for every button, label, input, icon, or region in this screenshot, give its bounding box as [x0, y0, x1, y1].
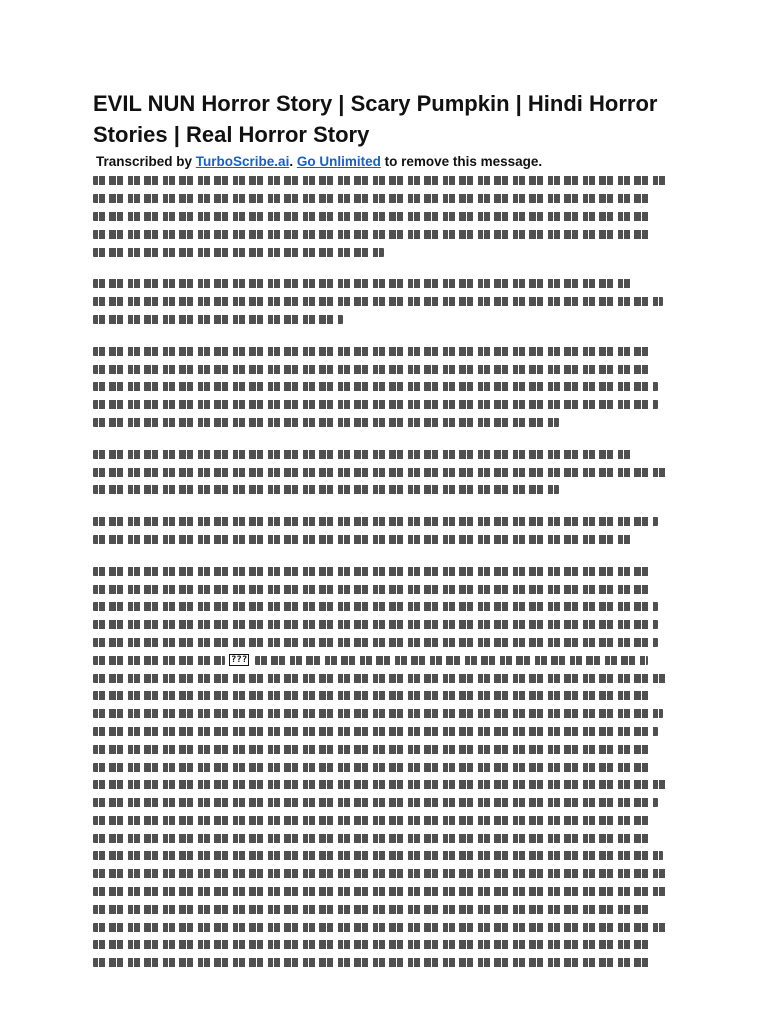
transcript-line: [93, 360, 678, 378]
text-run: [93, 620, 658, 629]
text-run: [93, 400, 658, 409]
turboscribe-link[interactable]: TurboScribe.ai: [195, 154, 290, 169]
text-run: [93, 248, 384, 257]
text-run: [93, 382, 658, 391]
document-title: EVIL NUN Horror Story | Scary Pumpkin | Hindi Horror Stories | Real Horror Story: [93, 91, 658, 147]
missing-glyph-box: ???: [231, 655, 248, 666]
text-run: [93, 230, 652, 239]
transcript-line: [93, 481, 678, 499]
text-run: [93, 567, 652, 576]
transcript-line: [93, 651, 678, 669]
transcript-line: [93, 776, 678, 794]
text-run: [93, 798, 658, 807]
text-run: [93, 418, 559, 427]
text-run: [93, 468, 669, 477]
transcript-paragraph: [93, 445, 678, 498]
text-run: [255, 656, 648, 665]
text-run: [93, 709, 663, 718]
transcript-body: [93, 172, 678, 972]
transcript-line: [93, 396, 678, 414]
transcript-line: [93, 865, 678, 883]
transcript-line: [93, 208, 678, 226]
text-run: [93, 940, 652, 949]
transcript-line: [93, 445, 678, 463]
transcript-line: [93, 243, 678, 261]
text-run: [93, 450, 634, 459]
transcript-line: [93, 847, 678, 865]
text-run: [93, 656, 225, 665]
text-run: [93, 176, 669, 185]
transcript-paragraph: [93, 342, 678, 431]
text-run: [93, 585, 652, 594]
transcript-line: [93, 378, 678, 396]
text-run: [93, 816, 652, 825]
transcript-line: [93, 794, 678, 812]
transcript-line: [93, 598, 678, 616]
transcript-line: [93, 414, 678, 432]
transcript-line: [93, 829, 678, 847]
transcript-line: [93, 936, 678, 954]
transcript-line: [93, 531, 678, 549]
transcript-line: [93, 705, 678, 723]
transcript-line: [93, 190, 678, 208]
text-run: [93, 851, 663, 860]
notice-separator: .: [289, 154, 297, 169]
transcript-line: [93, 275, 678, 293]
text-run: [93, 638, 658, 647]
transcript-line: [93, 758, 678, 776]
text-run: [93, 869, 669, 878]
text-run: [93, 958, 652, 967]
text-run: [93, 485, 559, 494]
transcript-line: [93, 918, 678, 936]
text-run: [93, 745, 652, 754]
text-run: [93, 517, 658, 526]
text-run: [93, 212, 652, 221]
text-run: [93, 602, 658, 611]
document-page: [93, 88, 678, 986]
text-run: [93, 674, 669, 683]
text-run: [93, 194, 652, 203]
transcript-line: [93, 293, 678, 311]
transcript-paragraph: [93, 275, 678, 328]
text-run: [93, 727, 658, 736]
go-unlimited-link[interactable]: Go Unlimited: [296, 154, 381, 169]
transcript-line: [93, 616, 678, 634]
text-run: [93, 315, 343, 324]
transcription-notice: [96, 154, 678, 170]
transcript-line: [93, 883, 678, 901]
transcript-line: [93, 740, 678, 758]
transcript-line: [93, 687, 678, 705]
notice-prefix: Transcribed by: [96, 154, 196, 169]
transcript-line: [93, 513, 678, 531]
text-run: [93, 763, 652, 772]
transcript-line: [93, 812, 678, 830]
transcript-line: [93, 562, 678, 580]
transcript-line: [93, 311, 678, 329]
transcript-line: [93, 463, 678, 481]
transcript-line: [93, 669, 678, 687]
text-run: [93, 780, 669, 789]
transcript-paragraph: [93, 513, 678, 549]
transcript-paragraph: [93, 562, 678, 971]
transcript-line: [93, 954, 678, 972]
transcript-line: [93, 225, 678, 243]
text-run: [93, 535, 634, 544]
text-run: [93, 297, 663, 306]
transcript-line: [93, 342, 678, 360]
text-run: [93, 365, 652, 374]
text-run: [93, 347, 652, 356]
text-run: [93, 691, 652, 700]
text-run: [93, 279, 634, 288]
transcript-line: [93, 723, 678, 741]
text-run: [93, 923, 669, 932]
text-run: [93, 887, 669, 896]
notice-suffix: to remove this message.: [380, 154, 543, 169]
transcript-line: [93, 634, 678, 652]
transcript-paragraph: [93, 172, 678, 261]
transcript-line: [93, 172, 678, 190]
transcript-line: [93, 580, 678, 598]
text-run: [93, 834, 652, 843]
text-run: [93, 905, 652, 914]
transcript-line: [93, 900, 678, 918]
